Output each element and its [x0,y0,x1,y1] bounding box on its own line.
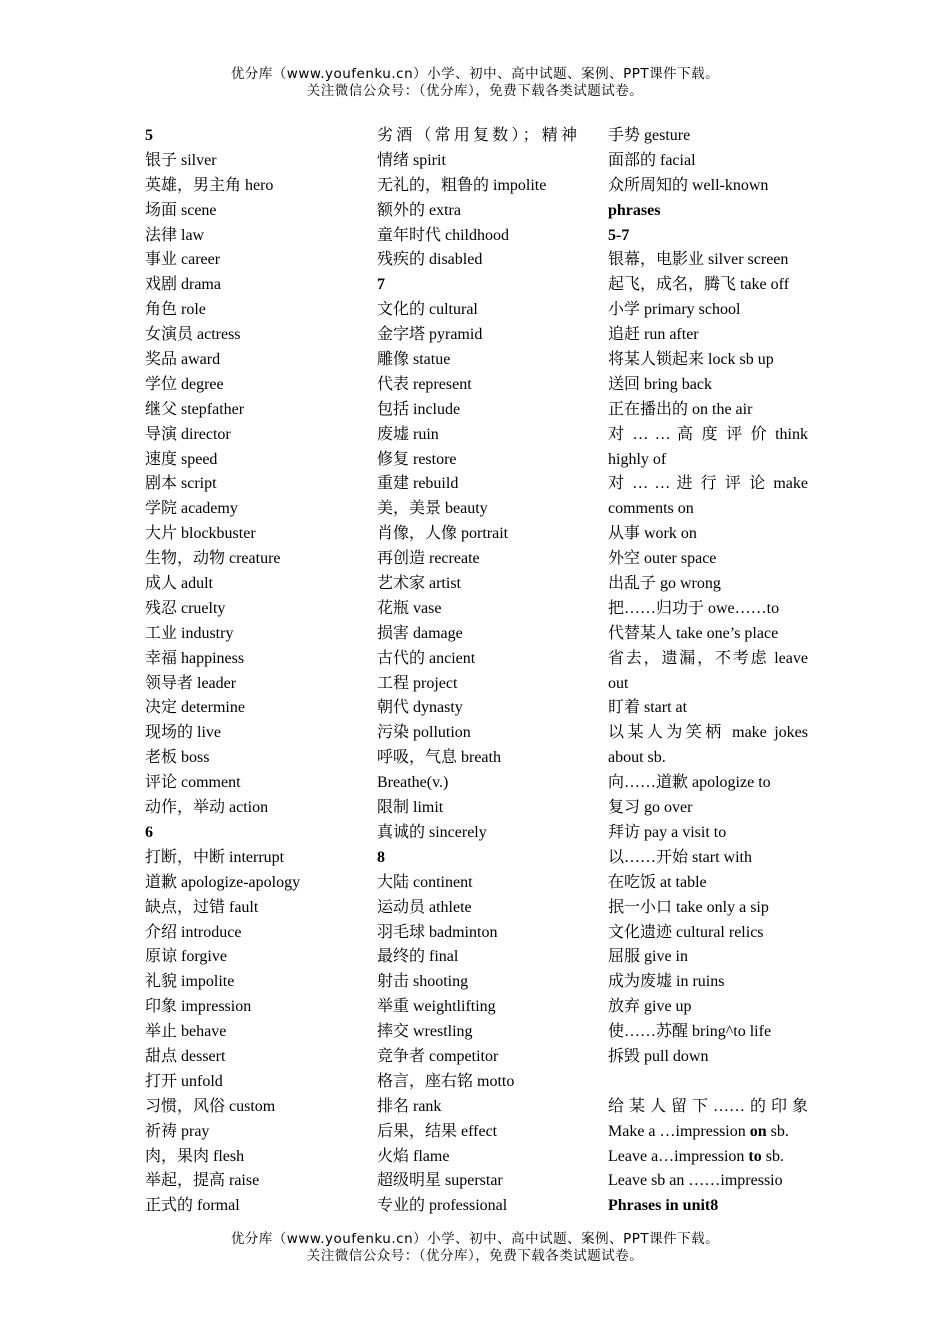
vocab-entry: 金字塔 pyramid [377,326,483,344]
vocab-entry: 包括 include [377,400,461,418]
vocab-entry: 道歉 apologize-apology [145,873,301,891]
section-heading: 6 [145,823,153,841]
vocab-entry: 速度 speed [145,450,218,468]
vocab-entry: 抿一小口 take only a sip [608,898,769,916]
vocab-entry: 生物，动物 creature [145,550,281,568]
vocab-entry: 代替某人 take one’s place [608,624,779,642]
vocab-entry: 决定 determine [145,699,245,717]
vocab-entry: 放弃 give up [608,998,692,1016]
vocab-entry: 后果，结果 effect [377,1122,498,1140]
vocab-entry: 额外的 extra [377,201,461,219]
page-footer [0,1231,950,1265]
vocab-entry: 省去，遗漏，不考虑 leave [608,649,808,667]
vocab-entry: 使……苏醒 bring^to life [608,1023,772,1041]
vocab-entry: 打开 unfold [145,1072,223,1090]
vocab-entry: 习惯，风俗 custom [145,1097,276,1115]
vocab-entry: 举止 behave [145,1023,227,1041]
vocab-emphasis: on [749,1122,767,1140]
vocab-entry: 法律 law [145,226,205,244]
vocab-entry: 打断，中断 interrupt [145,848,285,866]
page-header [0,66,950,100]
section-heading: phrases [608,201,661,219]
vocab-entry: 拆毁 pull down [608,1047,709,1065]
vocab-entry: 印象 impression [145,998,252,1016]
vocab-entry: Leave sb an ……impressio [608,1172,783,1190]
vocab-entry: 礼貌 impolite [145,973,235,991]
vocab-entry: 奖品 award [145,351,221,369]
vocab-entry: 大片 blockbuster [145,525,256,543]
vocab-entry: 成人 adult [145,575,213,593]
vocab-entry: 评论 comment [145,774,241,792]
vocab-entry: 童年时代 childhood [377,226,509,244]
vocab-entry: 专业的 professional [377,1197,508,1215]
footer-line-2: 关注微信公众号：（优分库），免费下载各类试题试卷。 [306,1248,644,1264]
section-heading: 5-7 [608,226,630,244]
vocab-entry: out [608,674,629,692]
vocab-entry: 情绪 spirit [377,151,446,169]
vocab-entry: 美，美景 beauty [377,500,488,518]
vocab-entry: 污染 pollution [377,724,471,742]
vocab-entry: 把……归功于 owe……to [608,599,780,617]
vocab-entry: 祈祷 pray [145,1122,210,1140]
vocab-column-2 [377,124,577,1219]
vocab-entry: 羽毛球 badminton [377,923,498,941]
vocab-entry: 举起，提高 raise [145,1172,260,1190]
vocab-entry: 代表 represent [377,375,472,393]
vocab-entry: comments on [608,500,694,518]
vocab-entry: 外空 outer space [608,550,717,568]
section-heading: Phrases in unit8 [608,1197,719,1215]
section-heading: 7 [377,276,385,294]
vocab-entry: 继父 stepfather [145,400,245,418]
vocab-entry: 超级明星 superstar [377,1172,503,1190]
vocab-entry: 导演 director [145,425,231,443]
vocab-text: Make a …impression [608,1122,750,1140]
vocab-entry: 戏剧 drama [145,276,221,294]
vocab-entry: 屈服 give in [608,948,688,966]
vocab-entry: 肉，果肉 flesh [145,1147,245,1165]
vocab-entry: 格言，座右铭 motto [377,1072,515,1090]
vocab-entry: 缺点，过错 fault [145,898,259,916]
vocab-entry [608,1070,808,1095]
vocab-entry: 面部的 facial [608,151,696,169]
vocab-entry: 送回 bring back [608,375,712,393]
vocab-entry: about sb. [608,749,666,767]
vocab-entry: 出乱子 go wrong [608,575,721,593]
vocab-entry: 劣酒（常用复数）；精神 [377,127,577,144]
vocab-entry: 再创造 recreate [377,550,480,568]
vocab-text: Leave a…impression [608,1147,749,1165]
vocab-entry: 最终的 final [377,948,459,966]
vocab-column-1 [145,124,360,1219]
vocab-entry: 文化遗迹 cultural relics [608,923,764,941]
vocab-text: sb. [766,1122,789,1140]
vocab-entry: 现场的 live [145,724,221,742]
vocab-entry: 肖像，人像 portrait [377,525,509,543]
vocab-entry: 角色 role [145,301,206,319]
vocab-entry: 举重 weightlifting [377,998,496,1016]
vocab-entry: 文化的 cultural [377,301,478,319]
vocab-entry: 领导者 leader [145,674,237,692]
vocab-entry: 甜点 dessert [145,1047,226,1065]
vocab-entry: 手势 gesture [608,127,691,144]
vocab-entry [608,1120,808,1145]
vocab-entry: 工业 industry [145,624,234,642]
vocab-entry: 复习 go over [608,799,693,817]
vocab-entry: 残疾的 disabled [377,251,483,269]
section-heading: 5 [145,127,153,144]
vocab-entry: 小学 primary school [608,301,741,319]
vocab-entry: 剧本 script [145,475,217,493]
vocab-entry: 限制 limit [377,799,444,817]
vocab-entry: 工程 project [377,674,458,692]
vocab-text: sb. [761,1147,784,1165]
vocab-entry: 雕像 statue [377,351,451,369]
vocab-entry: 正在播出的 on the air [608,400,753,418]
vocab-entry: 真诚的 sincerely [377,823,487,841]
vocab-entry: 朝代 dynasty [377,699,463,717]
vocab-column-3 [608,124,808,1219]
vocab-entry: 将某人锁起来 lock sb up [608,351,774,369]
header-line-1: 优分库（www.youfenku.cn）小学、初中、高中试题、案例、PPT课件下载。 [230,66,720,82]
vocab-entry: highly of [608,450,667,468]
vocab-entry: 摔交 wrestling [377,1023,473,1041]
vocab-entry: 无礼的，粗鲁的 impolite [377,176,547,194]
vocab-entry: 正式的 formal [145,1197,240,1215]
vocab-entry: 排名 rank [377,1097,442,1115]
vocab-entry: 幸福 happiness [145,649,245,667]
vocab-entry: 射击 shooting [377,973,469,991]
vocab-entry: 追赶 run after [608,326,699,344]
vocab-entry: 古代的 ancient [377,649,476,667]
vocab-entry: 介绍 introduce [145,923,242,941]
vocab-entry: 以……开始 start with [608,848,752,866]
vocab-entry: 成为废墟 in ruins [608,973,725,991]
vocab-entry: 英雄，男主角 hero [145,176,274,194]
vocab-entry: 学院 academy [145,500,238,518]
vocab-entry: 残忍 cruelty [145,599,226,617]
vocab-entry: 运动员 athlete [377,898,472,916]
vocab-entry: 场面 scene [145,201,217,219]
vocab-entry: 废墟 ruin [377,425,439,443]
vocab-entry: 重建 rebuild [377,475,459,493]
vocab-entry [608,1145,808,1170]
vocab-entry: 对 … … 高 度 评 价 think [608,425,808,443]
vocab-entry: 动作，举动 action [145,799,269,817]
vocab-entry: 在吃饭 at table [608,873,707,891]
vocab-entry: 火焰 flame [377,1147,450,1165]
vocab-entry: 给某人留下……的印象 [608,1097,808,1115]
section-heading: 8 [377,848,385,866]
vocab-emphasis: to [748,1147,762,1165]
vocab-entry: 呼吸，气息 breath [377,749,501,767]
vocab-entry: 拜访 pay a visit to [608,823,727,841]
vocab-entry: Breathe(v.) [377,774,449,792]
vocab-entry: 向……道歉 apologize to [608,774,771,792]
vocab-entry: 学位 degree [145,375,224,393]
vocab-entry: 原谅 forgive [145,948,227,966]
vocab-entry: 起飞，成名，腾飞 take off [608,276,790,294]
vocab-entry: 盯着 start at [608,699,688,717]
vocab-entry: 老板 boss [145,749,210,767]
vocab-entry: 女演员 actress [145,326,241,344]
vocab-entry: 花瓶 vase [377,599,442,617]
header-line-2: 关注微信公众号：（优分库），免费下载各类试题试卷。 [306,83,644,99]
vocab-entry: 银子 silver [145,151,217,169]
footer-line-1: 优分库（www.youfenku.cn）小学、初中、高中试题、案例、PPT课件下载。 [230,1231,720,1247]
vocab-entry: 以某人为笑柄 make jokes [608,724,808,742]
vocab-entry: 众所周知的 well-known [608,176,769,194]
vocab-entry: 艺术家 artist [377,575,461,593]
vocab-entry: 对 … … 进 行 评 论 make [608,475,808,493]
vocab-entry: 修复 restore [377,450,457,468]
vocab-entry: 竞争者 competitor [377,1047,499,1065]
vocab-entry: 从事 work on [608,525,697,543]
vocab-entry: 事业 career [145,251,221,269]
vocab-entry: 损害 damage [377,624,463,642]
vocab-entry: 大陆 continent [377,873,473,891]
vocab-entry: 银幕，电影业 silver screen [608,251,789,269]
